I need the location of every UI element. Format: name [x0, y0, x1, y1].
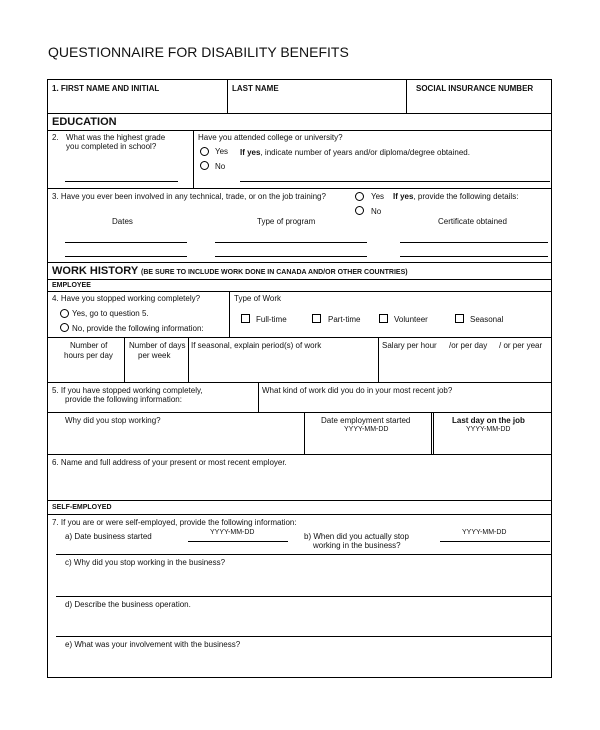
last-day-format: YYYY-MM-DD: [466, 426, 511, 433]
training-no-label: No: [371, 207, 382, 216]
college-yes-radio[interactable]: [200, 147, 209, 156]
business-stop-line1: b) When did you actually stop: [304, 532, 409, 541]
training-dates-line1[interactable]: [65, 242, 187, 243]
first-name-label: 1. FIRST NAME AND INITIAL: [52, 84, 160, 93]
why-stop-working-label: Why did you stop working?: [65, 416, 161, 425]
q2-text-line2: you completed in school?: [66, 142, 157, 151]
stopped-yes-label: Yes, go to question 5.: [72, 309, 149, 318]
days-per-week-line1: Number of days: [129, 341, 186, 350]
work-history-heading: WORK HISTORY (BE SURE TO INCLUDE WORK DONE IN CANADA AND/OR OTHER COUNTRIES): [52, 265, 408, 277]
fulltime-checkbox[interactable]: [241, 314, 250, 323]
stopped-yes-radio[interactable]: [60, 309, 69, 318]
business-start-format: YYYY-MM-DD: [210, 529, 255, 536]
education-heading: EDUCATION: [52, 116, 117, 128]
training-type-line2[interactable]: [215, 256, 367, 257]
employee-heading: EMPLOYEE: [52, 282, 91, 289]
business-start-line[interactable]: [188, 541, 288, 542]
fulltime-label: Full-time: [256, 315, 287, 324]
seasonal-checkbox[interactable]: [455, 314, 464, 323]
stopped-no-radio[interactable]: [60, 323, 69, 332]
college-yes-label: Yes: [215, 147, 229, 156]
stopped-no-label: No, provide the following information:: [72, 324, 204, 333]
volunteer-label: Volunteer: [394, 315, 428, 324]
business-stop-line2: working in the business?: [313, 541, 401, 550]
type-of-work-label: Type of Work: [234, 294, 281, 303]
business-why-stop-label: c) Why did you stop working in the business?: [65, 558, 226, 567]
training-type-line1[interactable]: [215, 242, 367, 243]
training-yes-label: Yes: [371, 192, 385, 201]
business-operation-label: d) Describe the business operation.: [65, 600, 191, 609]
seasonal-period-label: If seasonal, explain period(s) of work: [191, 341, 322, 350]
date-started-label: Date employment started: [321, 416, 411, 425]
business-stop-line[interactable]: [440, 541, 550, 542]
q2-answer-line[interactable]: [65, 181, 178, 182]
q4-text: 4. Have you stopped working completely?: [52, 294, 201, 303]
salary-per-day-label: /or per day: [449, 341, 488, 350]
seasonal-label: Seasonal: [470, 315, 504, 324]
days-per-week-line2: per week: [138, 351, 171, 360]
training-dates-line2[interactable]: [65, 256, 187, 257]
q6-text: 6. Name and full address of your present or most recent employer.: [52, 458, 287, 467]
q5-text-line2: provide the following information:: [65, 395, 182, 404]
hours-per-day-line1: Number of: [70, 341, 108, 350]
col-type-of-program: Type of program: [257, 217, 316, 226]
sin-label: SOCIAL INSURANCE NUMBER: [416, 84, 534, 93]
college-no-radio[interactable]: [200, 161, 209, 170]
volunteer-checkbox[interactable]: [379, 314, 388, 323]
date-started-format: YYYY-MM-DD: [344, 426, 389, 433]
parttime-checkbox[interactable]: [312, 314, 321, 323]
hours-per-day-line2: hours per day: [64, 351, 113, 360]
q2-text-line1: What was the highest grade: [66, 133, 166, 142]
business-involvement-label: e) What was your involvement with the business?: [65, 640, 241, 649]
last-day-label: Last day on the job: [452, 416, 525, 425]
last-name-label: LAST NAME: [232, 84, 279, 93]
business-stop-format: YYYY-MM-DD: [462, 529, 507, 536]
training-cert-line2[interactable]: [400, 256, 548, 257]
business-start-label: a) Date business started: [65, 532, 152, 541]
training-yes-radio[interactable]: [355, 192, 364, 201]
salary-per-hour-label: Salary per hour: [382, 341, 437, 350]
salary-per-year-label: / or per year: [499, 341, 543, 350]
self-employed-heading: SELF-EMPLOYED: [52, 504, 112, 511]
col-certificate: Certificate obtained: [438, 217, 507, 226]
q3-text: 3. Have you ever been involved in any technical, trade, or on the job training?: [52, 192, 326, 201]
parttime-label: Part-time: [328, 315, 361, 324]
training-no-radio[interactable]: [355, 206, 364, 215]
college-no-label: No: [215, 162, 226, 171]
college-answer-line[interactable]: [240, 181, 550, 182]
q5-text-line1: 5. If you have stopped working completely,: [52, 386, 203, 395]
page-title: QUESTIONNAIRE FOR DISABILITY BENEFITS: [48, 44, 349, 60]
college-ifyes-note: If yes, indicate number of years and/or diploma/degree obtained.: [240, 148, 470, 157]
col-dates: Dates: [112, 217, 133, 226]
recent-job-question: What kind of work did you do in your most recent job?: [262, 386, 453, 395]
q2-number: 2.: [52, 133, 59, 142]
q7-text: 7. If you are or were self-employed, provide the following information:: [52, 518, 297, 527]
training-ifyes-note: If yes, provide the following details:: [393, 192, 519, 201]
training-cert-line1[interactable]: [400, 242, 548, 243]
college-question: Have you attended college or university?: [198, 133, 343, 142]
questionnaire-form: [47, 79, 552, 678]
